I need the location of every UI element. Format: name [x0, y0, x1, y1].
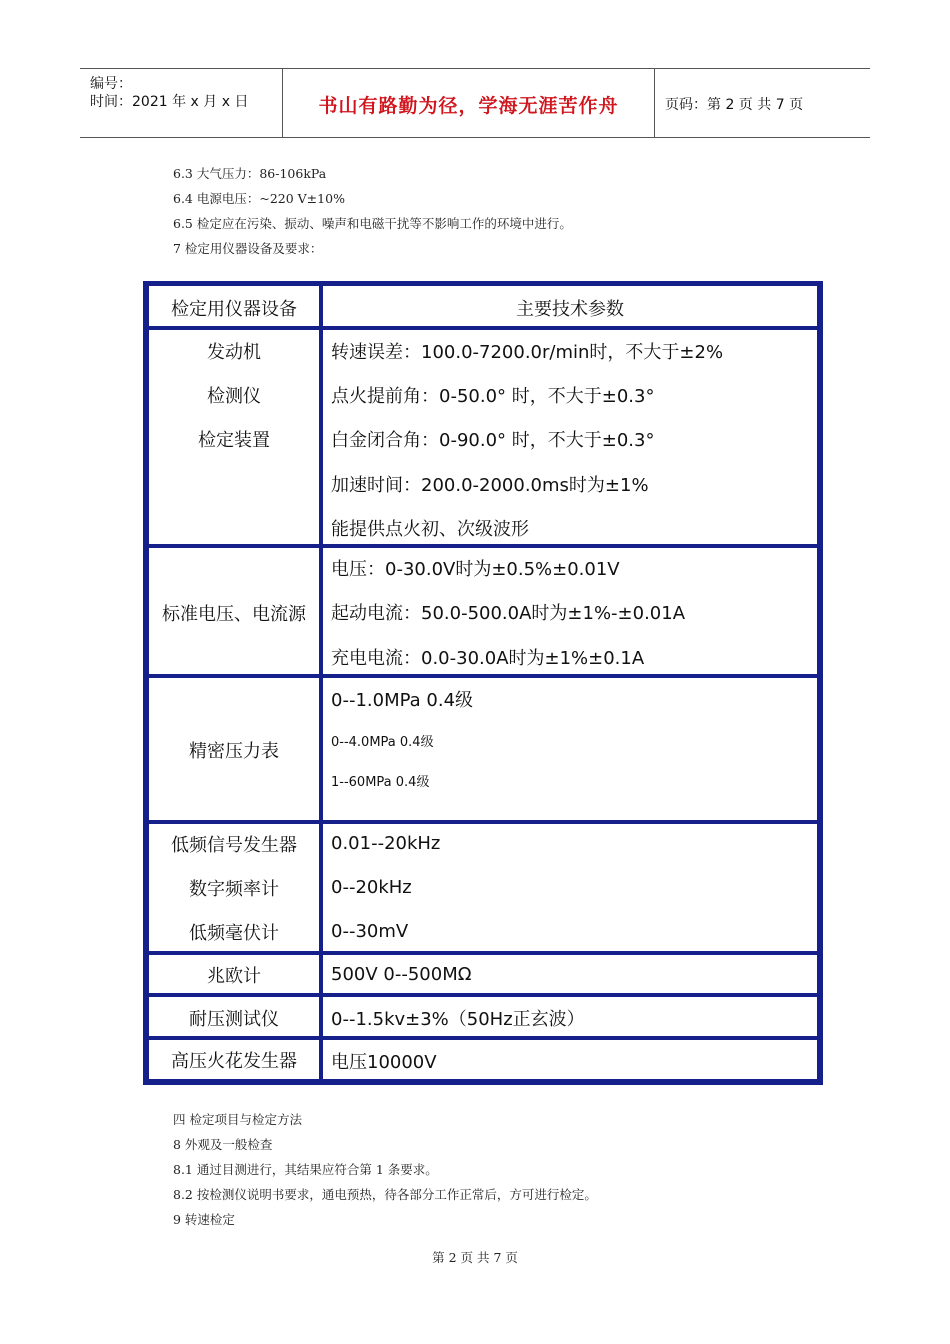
clause-6-5: 6.5 检定应在污染、振动、噪声和电磁干扰等不影响工作的环境中进行。 — [173, 216, 572, 231]
param-line: 0--20kHz — [331, 877, 412, 898]
param-line: 0--30mV — [331, 921, 409, 942]
table-row-equipment — [149, 824, 319, 951]
param-line: 白金闭合角：0-90.0° 时，不大于±0.3° — [331, 430, 655, 451]
clause-9: 9 转速检定 — [173, 1212, 235, 1227]
param-line: 0--4.0MPa 0.4级 — [331, 735, 434, 750]
table-row-equipment — [149, 678, 319, 820]
table-header-label: 检定用仪器设备 — [171, 299, 297, 320]
page-header — [80, 68, 870, 138]
table-row-params — [323, 330, 817, 544]
equipment-name: 低频毫伏计 — [189, 923, 279, 944]
equipment-name: 检定装置 — [198, 430, 270, 451]
document-date: 时间：2021 年 x 月 x 日 — [90, 94, 249, 110]
clause-8-2: 8.2 按检测仪说明书要求，通电预热，待各部分工作正常后，方可进行检定。 — [173, 1187, 597, 1202]
param-line: 电压：0-30.0V时为±0.5%±0.01V — [331, 559, 620, 580]
equipment-name: 精密压力表 — [189, 741, 279, 762]
param-line: 点火提前角：0-50.0° 时，不大于±0.3° — [331, 386, 655, 407]
param-line: 500V 0--500MΩ — [331, 964, 472, 985]
table-header-label: 主要技术参数 — [516, 299, 624, 320]
clause-8-1: 8.1 通过目测进行，其结果应符合第 1 条要求。 — [173, 1162, 438, 1177]
table-row-equipment — [149, 955, 319, 993]
equipment-name: 检测仪 — [207, 386, 261, 407]
param-line: 起动电流：50.0-500.0A时为±1%-±0.01A — [331, 603, 686, 624]
clause-8: 8 外观及一般检查 — [173, 1137, 273, 1152]
document-number: 编号： — [90, 76, 132, 92]
table-header-equipment — [149, 286, 319, 326]
table-row-params — [323, 678, 817, 820]
table-row-equipment — [149, 1040, 319, 1079]
table-row-params — [323, 1040, 817, 1079]
instrument-table — [143, 281, 823, 1085]
equipment-name: 低频信号发生器 — [171, 835, 297, 856]
table-row-params — [323, 955, 817, 993]
param-line: 充电电流：0.0-30.0A时为±1%±0.1A — [331, 648, 645, 669]
param-line: 1--60MPa 0.4级 — [331, 775, 430, 790]
param-line: 电压10000V — [331, 1052, 437, 1073]
header-info-cell — [80, 69, 283, 137]
header-page-number: 页码：第 2 页 共 7 页 — [665, 97, 804, 113]
param-line: 转速误差：100.0-7200.0r/min时，不大于±2% — [331, 342, 724, 363]
param-line: 加速时间：200.0-2000.0ms时为±1% — [331, 475, 649, 496]
table-row-equipment — [149, 548, 319, 674]
param-line: 能提供点火初、次级波形 — [331, 519, 529, 540]
equipment-name: 耐压测试仪 — [189, 1009, 279, 1030]
clause-6-4: 6.4 电源电压：~220 V±10% — [173, 191, 345, 206]
table-header-params — [323, 286, 817, 326]
table-row-equipment — [149, 997, 319, 1036]
table-row-params — [323, 548, 817, 674]
equipment-name: 标准电压、电流源 — [162, 604, 306, 625]
table-row-equipment — [149, 330, 319, 544]
clause-6-3: 6.3 大气压力：86-106kPa — [173, 166, 327, 181]
param-line: 0.01--20kHz — [331, 833, 441, 854]
table-row-params — [323, 997, 817, 1036]
table-row-params — [323, 824, 817, 951]
param-line: 0--1.5kv±3%（50Hz正玄波） — [331, 1009, 585, 1030]
equipment-name: 高压火花发生器 — [171, 1051, 297, 1072]
page-footer: 第 2 页 共 7 页 — [432, 1250, 518, 1265]
equipment-name: 发动机 — [207, 342, 261, 363]
clause-7: 7 检定用仪器设备及要求： — [173, 241, 323, 256]
param-line: 0--1.0MPa 0.4级 — [331, 690, 474, 711]
section-4-heading: 四 检定项目与检定方法 — [173, 1112, 302, 1127]
header-page-cell — [655, 69, 870, 137]
header-motto-cell — [283, 69, 655, 137]
equipment-name: 数字频率计 — [189, 879, 279, 900]
header-motto: 书山有路勤为径，学海无涯苦作舟 — [318, 95, 619, 117]
equipment-name: 兆欧计 — [207, 966, 261, 987]
